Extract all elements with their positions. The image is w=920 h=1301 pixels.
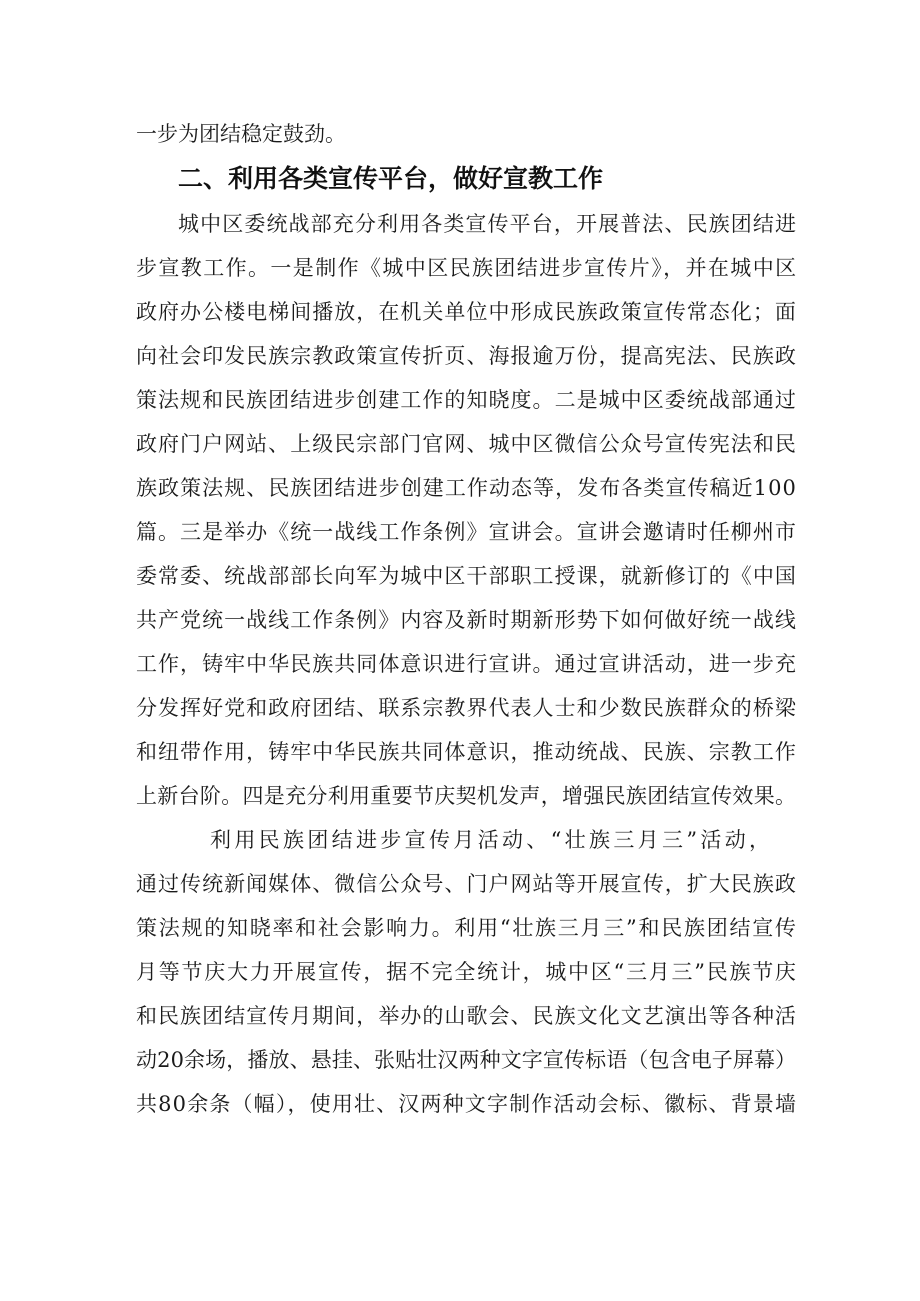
paragraph-line: 向社会印发民族宗教政策宣传折页、海报逾万份，提高宪法、民族政	[136, 344, 797, 368]
paragraph-line: 一步为团结稳定鼓劲。	[136, 122, 346, 146]
paragraph-line: 月等节庆大力开展宣传，据不完全统计，城中区“三月三”民族节庆	[136, 960, 798, 984]
paragraph-line: 政府门户网站、上级民宗部门官网、城中区微信公众号宣传宪法和民	[136, 432, 797, 456]
section-heading: 二、利用各类宣传平台，做好宣教工作	[178, 164, 604, 193]
paragraph-line: 工作，铸牢中华民族共同体意识进行宣讲。通过宣讲活动，进一步充	[136, 652, 797, 676]
paragraph-line: 通过传统新闻媒体、微信公众号、门户网站等开展宣传，扩大民族政	[136, 872, 797, 896]
paragraph-line: 上新台阶。四是充分利用重要节庆契机发声，增强民族团结宣传效果。	[136, 784, 797, 808]
paragraph-line: 共80余条（幅），使用壮、汉两种文字制作活动会标、徽标、背景墙	[136, 1092, 798, 1116]
paragraph-line: 利用民族团结进步宣传月活动、“壮族三月三”活动，	[210, 828, 774, 852]
paragraph-line: 分发挥好党和政府团结、联系宗教界代表人士和少数民族群众的桥梁	[136, 696, 797, 720]
paragraph-line: 族政策法规、民族团结进步创建工作动态等，发布各类宣传稿近100	[136, 476, 797, 500]
paragraph-line: 和民族团结宣传月期间，举办的山歌会、民族文化文艺演出等各种活	[136, 1004, 797, 1028]
paragraph-line: 篇。三是举办《统一战线工作条例》宣讲会。宣讲会邀请时任柳州市	[136, 520, 797, 544]
paragraph-line: 和纽带作用，铸牢中华民族共同体意识，推动统战、民族、宗教工作	[136, 740, 797, 764]
paragraph-line: 策法规和民族团结进步创建工作的知晓度。二是城中区委统战部通过	[136, 388, 797, 412]
paragraph-line: 共产党统一战线工作条例》内容及新时期新形势下如何做好统一战线	[136, 608, 797, 632]
paragraph-line: 城中区委统战部充分利用各类宣传平台，开展普法、民族团结进	[178, 212, 798, 236]
paragraph-line: 动20余场，播放、悬挂、张贴壮汉两种文字宣传标语（包含电子屏幕）	[136, 1048, 797, 1072]
paragraph-line: 政府办公楼电梯间播放，在机关单位中形成民族政策宣传常态化；面	[136, 300, 797, 324]
paragraph-line: 委常委、统战部部长向军为城中区干部职工授课，就新修订的《中国	[136, 564, 797, 588]
paragraph-line: 策法规的知晓率和社会影响力。利用“壮族三月三”和民族团结宣传	[136, 916, 798, 940]
paragraph-line: 步宣教工作。一是制作《城中区民族团结进步宣传片》，并在城中区	[136, 256, 798, 280]
